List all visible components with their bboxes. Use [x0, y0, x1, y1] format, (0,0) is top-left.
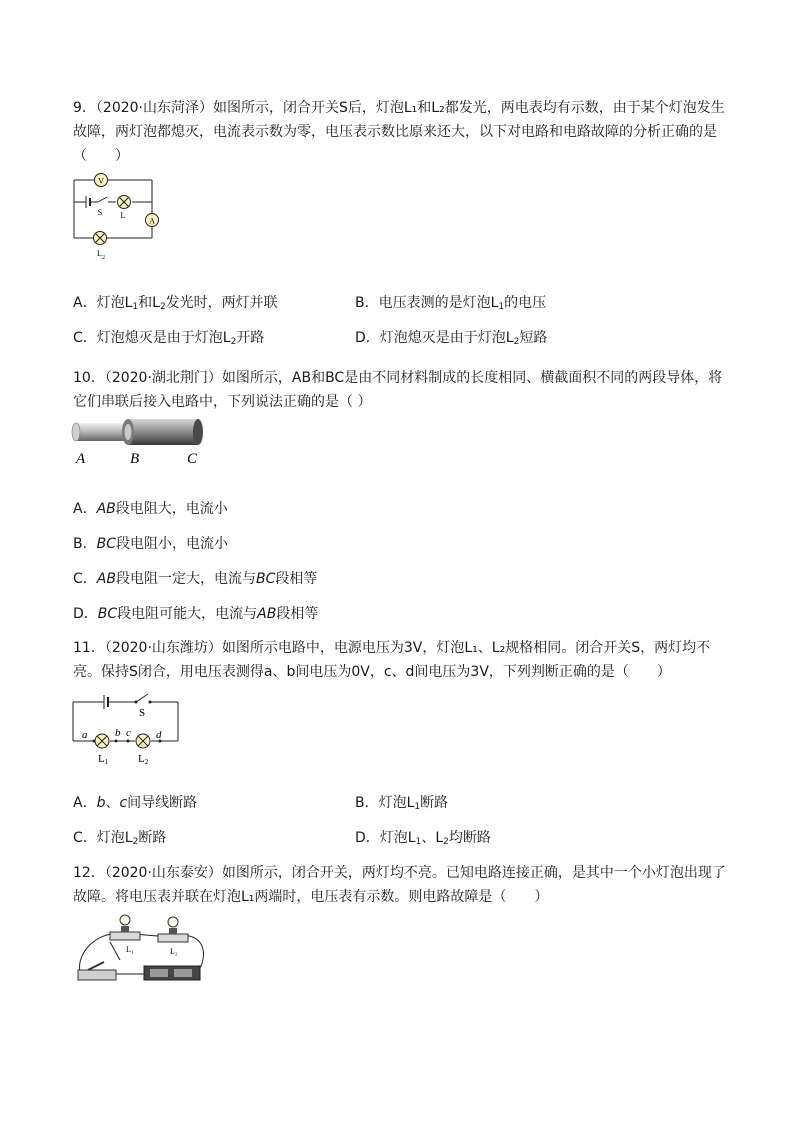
svg-text:V: V: [98, 176, 104, 186]
q10-conductor-diagram: [68, 416, 208, 468]
question-9-stem: 9．（2020·山东菏泽）如图所示，闭合开关S后，灯泡L₁和L₂都发光，两电表均有示数，由于某个灯泡发生故障，两灯泡都熄灭，电流表示数为零，电压表示数比原来还大，以下对电路和电路故障的分析正确的是（ ）: [73, 100, 725, 164]
voltmeter-symbol: [95, 174, 108, 187]
q9-option-b[interactable]: B．电压表测的是灯泡$L_1$的电压: [355, 295, 547, 312]
lamp-l2-symbol: [136, 734, 150, 748]
switch-label: S: [139, 707, 146, 719]
lamp-l2-symbol: [94, 232, 107, 245]
q9-option-a[interactable]: A．灯泡$L_1$和$L_2$发光时，两灯并联: [73, 295, 278, 312]
question-12-stem: 12．（2020·山东泰安）如图所示，闭合开关，两灯均不亮。已知电路连接正确，是其中一个小灯泡出现了故障。将电压表并联在灯泡L₁两端时，电压表有示数。则电路故障是（ ）: [73, 865, 726, 905]
switch-device: [78, 962, 116, 980]
lamp-l2-label: L: [97, 249, 102, 258]
q10-option-b[interactable]: B．BC段电阻小，电流小: [73, 536, 228, 552]
label-a: A: [76, 451, 86, 467]
point-a-label: a: [82, 729, 88, 741]
thick-segment-bc: [122, 419, 203, 445]
q11-option-b[interactable]: B．灯泡$L_1$断路: [355, 795, 449, 812]
point-b-label: b: [115, 727, 121, 739]
lamp-l2-label: L₂: [170, 947, 178, 956]
q11-circuit-diagram: [68, 686, 188, 768]
lamp-l1-label: L1: [98, 753, 109, 766]
lamp-l1-symbol: [95, 734, 109, 748]
label-b: B: [130, 451, 140, 467]
q9-circuit-diagram: [70, 168, 160, 263]
q10-option-c[interactable]: C．AB段电阻一定大，电流与BC段相等: [73, 571, 318, 587]
q11-option-c[interactable]: C．灯泡$L_2$断路: [73, 830, 167, 847]
question-11-stem: 11．（2020·山东潍坊）如图所示电路中，电源电压为3V，灯泡L₁、L₂规格相同。闭合开关S，两灯均不亮。保持S闭合，用电压表测得a、b间电压为0V，c、d间电压为3V，下列判断正确的是（ ）: [73, 640, 711, 680]
lamp-l2-label: L2: [138, 753, 149, 766]
lamp-l1-label: L: [120, 211, 126, 220]
lamp-l1-label: L₁: [126, 945, 134, 954]
lamp-l1-symbol: [118, 196, 131, 209]
q10-option-d[interactable]: D．BC段电阻可能大，电流与AB段相等: [73, 606, 319, 622]
point-d-label: d: [156, 729, 162, 741]
lamp-holder-l2: [158, 917, 188, 942]
q11-option-a[interactable]: A．b、c间导线断路: [73, 795, 198, 811]
svg-text:A: A: [149, 216, 155, 226]
q9-option-d[interactable]: D．灯泡熄灭是由于灯泡$L_2$短路: [355, 330, 548, 347]
point-c-label: c: [126, 727, 131, 739]
q9-option-c[interactable]: C．灯泡熄灭是由于灯泡$L_2$开路: [73, 330, 265, 347]
battery-box: [144, 966, 200, 980]
ammeter-symbol: [146, 214, 159, 227]
question-10-stem: 10．（2020·湖北荆门）如图所示，AB和BC是由不同材料制成的长度相同、横截面积不同的两段导体，将它们串联后接入电路中，下列说法正确的是（ ）: [73, 370, 723, 410]
label-c: C: [187, 451, 198, 467]
lamp-holder-l1: [110, 915, 140, 940]
lamp-l2-subscript: 2: [102, 255, 105, 261]
q11-option-d[interactable]: D．灯泡$L_1$、$L_2$均断路: [355, 830, 491, 847]
q12-physical-circuit-illustration: [70, 912, 220, 984]
thin-segment-ab: [72, 423, 128, 441]
switch-label: S: [97, 208, 103, 217]
q10-option-a[interactable]: A．AB段电阻大，电流小: [73, 501, 228, 517]
